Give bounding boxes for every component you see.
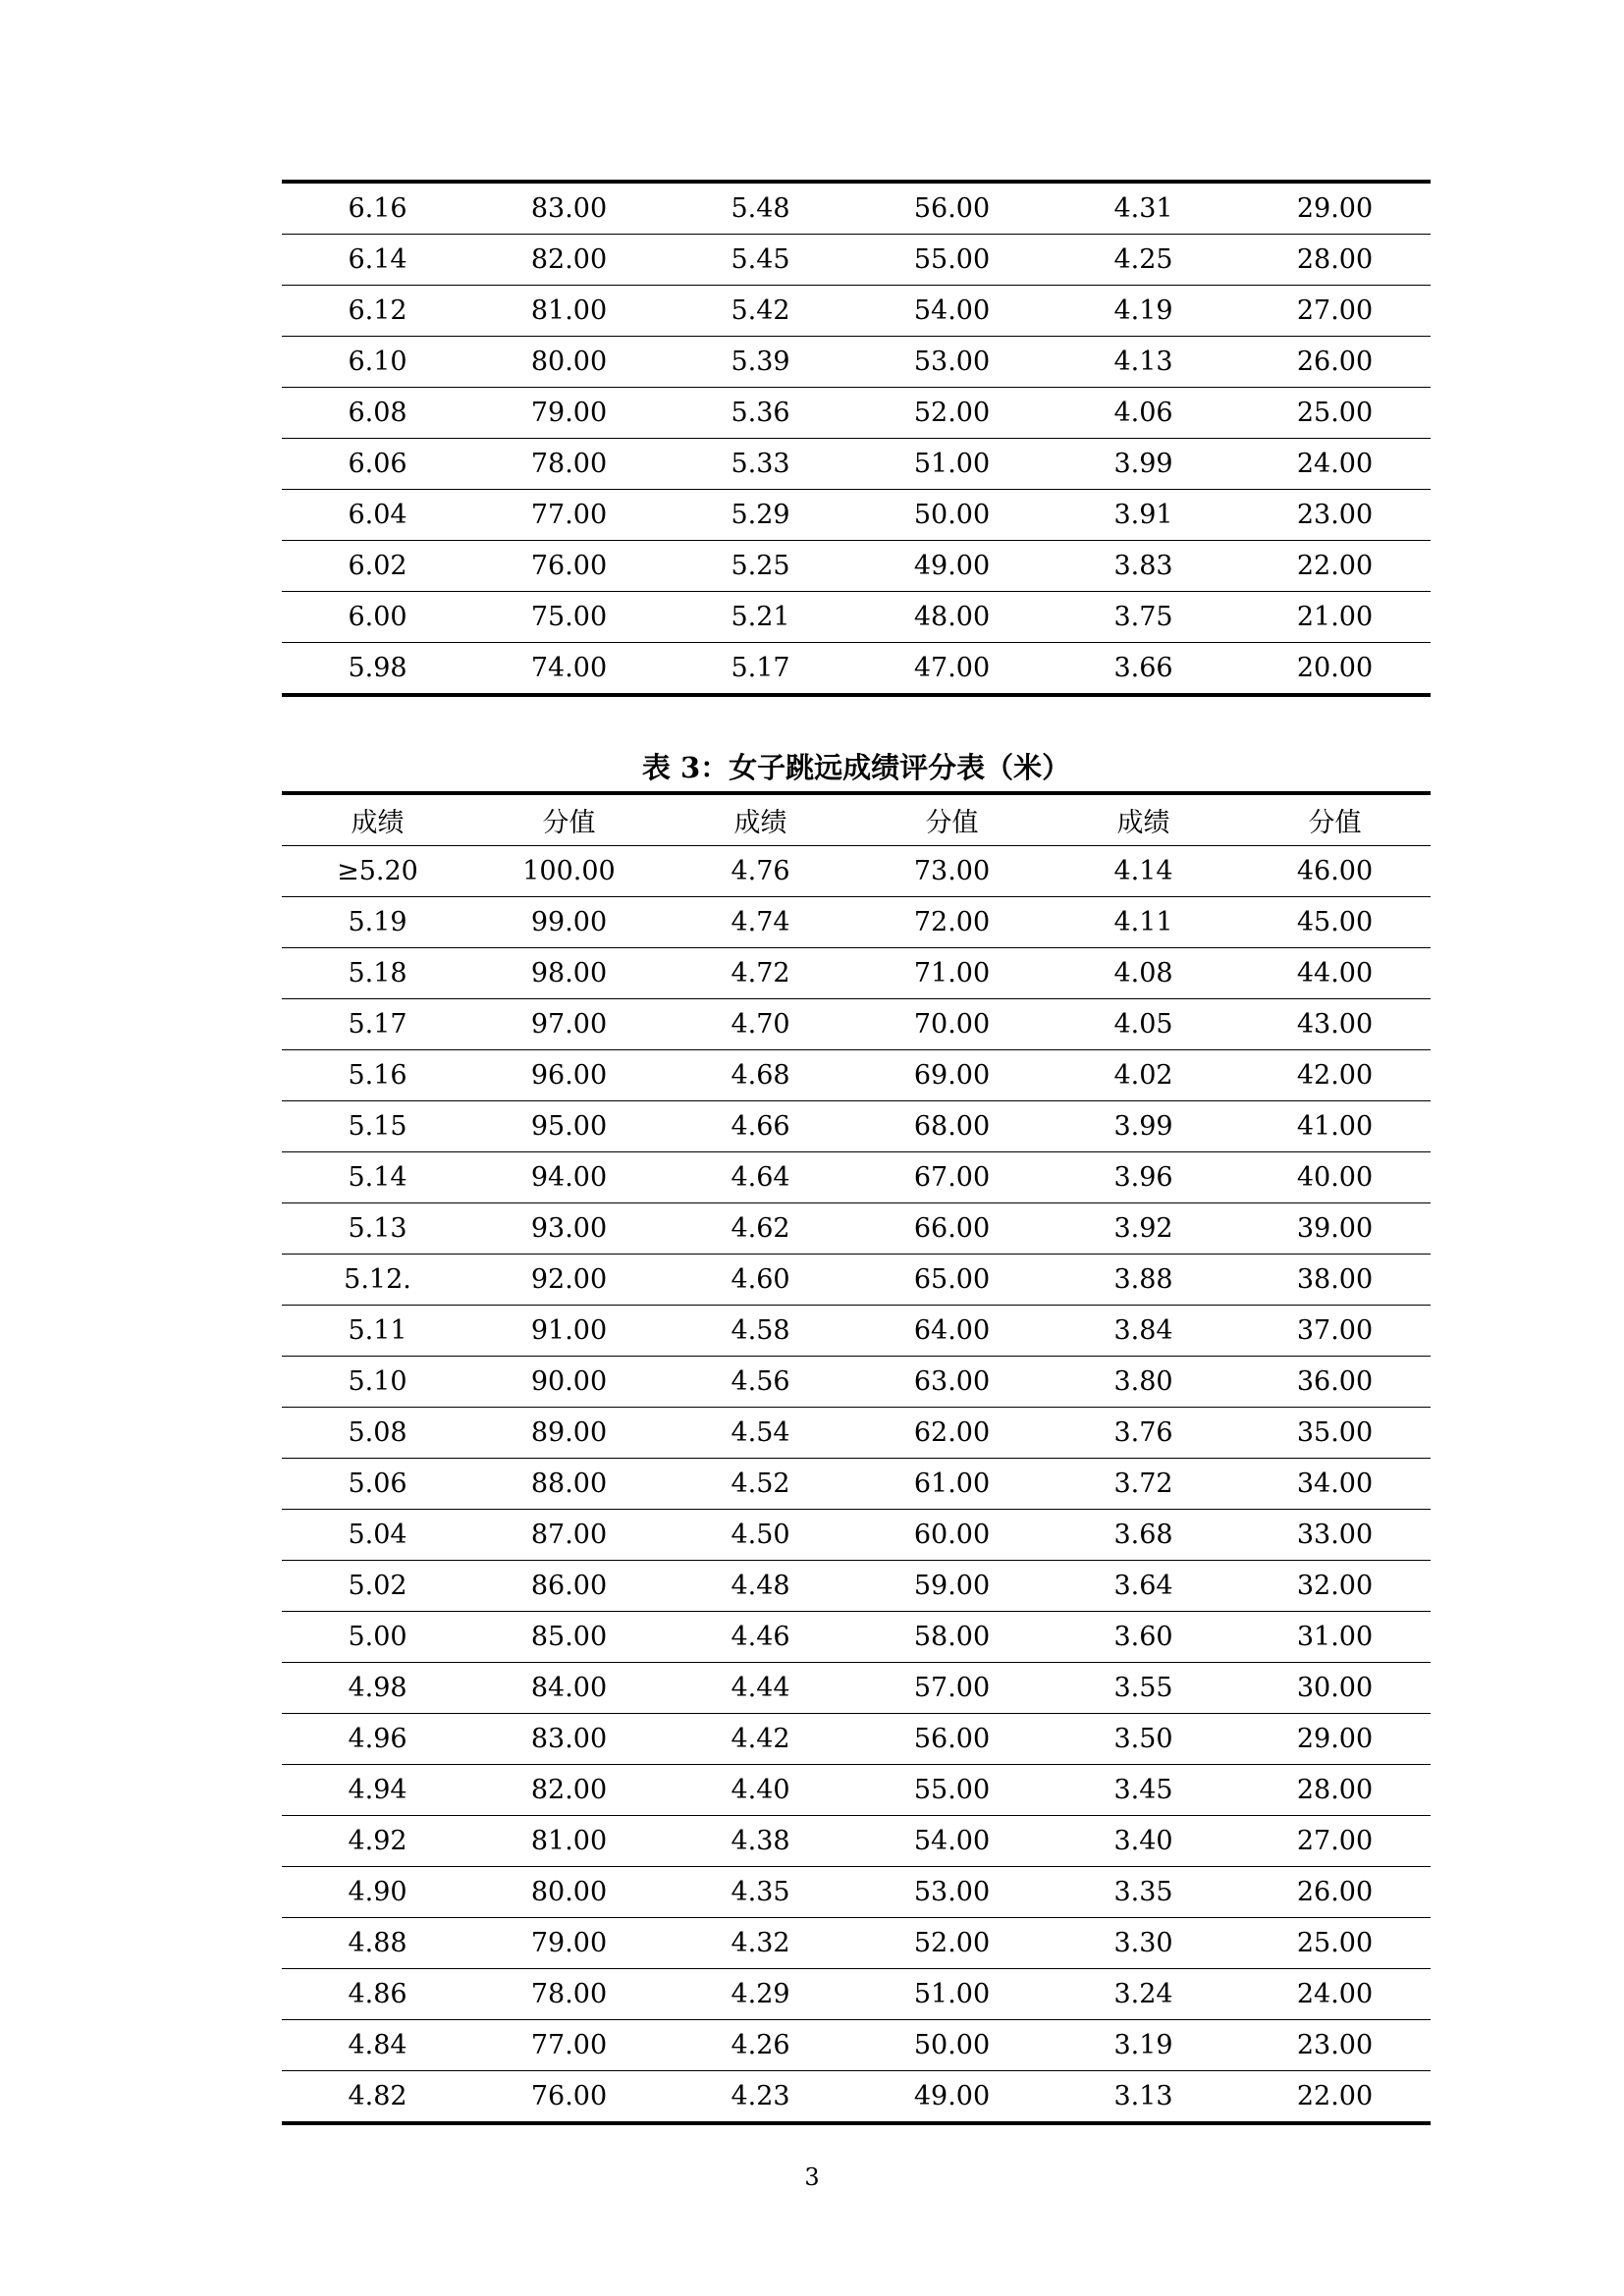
table-cell: 4.76 xyxy=(665,846,856,897)
score-table-continued-body xyxy=(282,182,1431,695)
table-cell: 38.00 xyxy=(1239,1255,1431,1306)
table-cell: 5.10 xyxy=(282,1357,473,1408)
table-cell: 89.00 xyxy=(473,1408,665,1459)
table-cell: 31.00 xyxy=(1239,1612,1431,1663)
table-cell: 6.08 xyxy=(282,388,473,439)
table-cell: 4.08 xyxy=(1048,948,1239,999)
table-row xyxy=(282,2071,1431,2124)
table-cell: 73.00 xyxy=(856,846,1048,897)
table-cell: 43.00 xyxy=(1239,999,1431,1050)
table-cell: 75.00 xyxy=(473,592,665,643)
table-cell: 3.13 xyxy=(1048,2071,1239,2124)
table-cell: 42.00 xyxy=(1239,1050,1431,1101)
table-cell: 5.14 xyxy=(282,1152,473,1203)
table-cell: 4.62 xyxy=(665,1203,856,1255)
table-cell: 3.99 xyxy=(1048,1101,1239,1152)
table-header-row xyxy=(282,793,1431,846)
table-row xyxy=(282,490,1431,541)
header-points-3: 分值 xyxy=(1239,793,1431,846)
table-row xyxy=(282,1918,1431,1969)
table-cell: 49.00 xyxy=(856,541,1048,592)
table-cell: 4.38 xyxy=(665,1816,856,1867)
table-cell: 98.00 xyxy=(473,948,665,999)
table-cell: 4.92 xyxy=(282,1816,473,1867)
table-cell: 48.00 xyxy=(856,592,1048,643)
table-cell: 54.00 xyxy=(856,286,1048,337)
table-cell: 22.00 xyxy=(1239,541,1431,592)
table-cell: 4.29 xyxy=(665,1969,856,2020)
table-cell: 3.45 xyxy=(1048,1765,1239,1816)
table-cell: 20.00 xyxy=(1239,643,1431,696)
table-cell: 34.00 xyxy=(1239,1459,1431,1510)
table-row xyxy=(282,948,1431,999)
table-cell: 4.35 xyxy=(665,1867,856,1918)
table-cell: 70.00 xyxy=(856,999,1048,1050)
table-row xyxy=(282,286,1431,337)
table-cell: 53.00 xyxy=(856,1867,1048,1918)
table-cell: 3.75 xyxy=(1048,592,1239,643)
table-cell: 6.00 xyxy=(282,592,473,643)
table-row xyxy=(282,337,1431,388)
table-cell: 41.00 xyxy=(1239,1101,1431,1152)
table-cell: 4.68 xyxy=(665,1050,856,1101)
header-points-2: 分值 xyxy=(856,793,1048,846)
table-cell: 100.00 xyxy=(473,846,665,897)
table-cell: 4.46 xyxy=(665,1612,856,1663)
table-cell: 67.00 xyxy=(856,1152,1048,1203)
table-cell: 6.14 xyxy=(282,235,473,286)
table-cell: 5.17 xyxy=(282,999,473,1050)
table-cell: 76.00 xyxy=(473,541,665,592)
table-cell: 5.13 xyxy=(282,1203,473,1255)
table-cell: 69.00 xyxy=(856,1050,1048,1101)
table-cell: 21.00 xyxy=(1239,592,1431,643)
table-cell: 27.00 xyxy=(1239,286,1431,337)
table-cell: 5.29 xyxy=(665,490,856,541)
header-points-1: 分值 xyxy=(473,793,665,846)
women-long-jump-score-table-body xyxy=(282,846,1431,2124)
table-cell: 3.55 xyxy=(1048,1663,1239,1714)
table-cell: 3.88 xyxy=(1048,1255,1239,1306)
table-cell: 54.00 xyxy=(856,1816,1048,1867)
table-cell: 29.00 xyxy=(1239,1714,1431,1765)
table-cell: 78.00 xyxy=(473,439,665,490)
table-cell: 5.04 xyxy=(282,1510,473,1561)
table-cell: 77.00 xyxy=(473,490,665,541)
table-cell: 23.00 xyxy=(1239,2020,1431,2071)
table-cell: 4.84 xyxy=(282,2020,473,2071)
table-cell: 4.54 xyxy=(665,1408,856,1459)
table-cell: 36.00 xyxy=(1239,1357,1431,1408)
table-cell: 80.00 xyxy=(473,1867,665,1918)
table-row xyxy=(282,2020,1431,2071)
table-cell: 61.00 xyxy=(856,1459,1048,1510)
table-cell: 40.00 xyxy=(1239,1152,1431,1203)
table-row xyxy=(282,1714,1431,1765)
header-score-3: 成绩 xyxy=(1048,793,1239,846)
table-cell: 4.14 xyxy=(1048,846,1239,897)
table-row xyxy=(282,1969,1431,2020)
table-cell: 78.00 xyxy=(473,1969,665,2020)
table-cell: 26.00 xyxy=(1239,337,1431,388)
table-cell: 25.00 xyxy=(1239,1918,1431,1969)
table-cell: 22.00 xyxy=(1239,2071,1431,2124)
table-cell: 5.39 xyxy=(665,337,856,388)
table-cell: 3.96 xyxy=(1048,1152,1239,1203)
table-cell: 39.00 xyxy=(1239,1203,1431,1255)
table-cell: 74.00 xyxy=(473,643,665,696)
table-cell: 4.52 xyxy=(665,1459,856,1510)
table-cell: 57.00 xyxy=(856,1663,1048,1714)
table-cell: 26.00 xyxy=(1239,1867,1431,1918)
table-cell: 33.00 xyxy=(1239,1510,1431,1561)
table-cell: 35.00 xyxy=(1239,1408,1431,1459)
table-cell: 60.00 xyxy=(856,1510,1048,1561)
table-cell: 4.66 xyxy=(665,1101,856,1152)
table-cell: 84.00 xyxy=(473,1663,665,1714)
table-cell: 85.00 xyxy=(473,1612,665,1663)
table-row xyxy=(282,541,1431,592)
table-cell: 23.00 xyxy=(1239,490,1431,541)
table-cell: 5.08 xyxy=(282,1408,473,1459)
table-cell: 86.00 xyxy=(473,1561,665,1612)
table-cell: 51.00 xyxy=(856,1969,1048,2020)
table-cell: 5.98 xyxy=(282,643,473,696)
table-cell: 4.98 xyxy=(282,1663,473,1714)
table-cell: 5.33 xyxy=(665,439,856,490)
table-cell: 4.86 xyxy=(282,1969,473,2020)
table-row xyxy=(282,1101,1431,1152)
table-cell: 4.11 xyxy=(1048,897,1239,948)
table-cell: 63.00 xyxy=(856,1357,1048,1408)
table-cell: 4.23 xyxy=(665,2071,856,2124)
table-cell: 4.44 xyxy=(665,1663,856,1714)
table-cell: 6.04 xyxy=(282,490,473,541)
table-cell: 66.00 xyxy=(856,1203,1048,1255)
table-row xyxy=(282,1050,1431,1101)
table-cell: 53.00 xyxy=(856,337,1048,388)
table-cell: 5.06 xyxy=(282,1459,473,1510)
table-cell: 4.74 xyxy=(665,897,856,948)
table-cell: 3.40 xyxy=(1048,1816,1239,1867)
table-cell: 65.00 xyxy=(856,1255,1048,1306)
table-row xyxy=(282,1867,1431,1918)
table-cell: 4.64 xyxy=(665,1152,856,1203)
table-cell: 3.64 xyxy=(1048,1561,1239,1612)
table-cell: 4.40 xyxy=(665,1765,856,1816)
table-cell: 76.00 xyxy=(473,2071,665,2124)
table-cell: 4.31 xyxy=(1048,182,1239,235)
table-cell: 96.00 xyxy=(473,1050,665,1101)
table-cell: 94.00 xyxy=(473,1152,665,1203)
table-cell: 3.50 xyxy=(1048,1714,1239,1765)
table-cell: 5.11 xyxy=(282,1306,473,1357)
table-cell: 59.00 xyxy=(856,1561,1048,1612)
table-cell: 56.00 xyxy=(856,1714,1048,1765)
table-cell: 4.96 xyxy=(282,1714,473,1765)
table-cell: 4.94 xyxy=(282,1765,473,1816)
table-cell: 5.17 xyxy=(665,643,856,696)
table-cell: 5.19 xyxy=(282,897,473,948)
table-cell: 28.00 xyxy=(1239,1765,1431,1816)
table-cell: 82.00 xyxy=(473,1765,665,1816)
table-cell: 24.00 xyxy=(1239,1969,1431,2020)
table-cell: 3.60 xyxy=(1048,1612,1239,1663)
table-cell: 4.19 xyxy=(1048,286,1239,337)
table-cell: 55.00 xyxy=(856,235,1048,286)
table-cell: 30.00 xyxy=(1239,1663,1431,1714)
table-cell: 5.02 xyxy=(282,1561,473,1612)
table-cell: 32.00 xyxy=(1239,1561,1431,1612)
table-row xyxy=(282,897,1431,948)
table-cell: 80.00 xyxy=(473,337,665,388)
table-cell: 37.00 xyxy=(1239,1306,1431,1357)
table-row xyxy=(282,999,1431,1050)
table-cell: 5.48 xyxy=(665,182,856,235)
table-row xyxy=(282,388,1431,439)
table-row xyxy=(282,1203,1431,1255)
table-cell: 95.00 xyxy=(473,1101,665,1152)
table-cell: 52.00 xyxy=(856,1918,1048,1969)
table-cell: 88.00 xyxy=(473,1459,665,1510)
table-cell: 4.90 xyxy=(282,1867,473,1918)
table-cell: 6.12 xyxy=(282,286,473,337)
table-cell: 64.00 xyxy=(856,1306,1048,1357)
table-cell: 6.02 xyxy=(282,541,473,592)
table-cell: 93.00 xyxy=(473,1203,665,1255)
table-cell: 3.24 xyxy=(1048,1969,1239,2020)
table-cell: 3.76 xyxy=(1048,1408,1239,1459)
table-cell: 58.00 xyxy=(856,1612,1048,1663)
page-number: 3 xyxy=(804,2163,820,2191)
table-cell: 5.18 xyxy=(282,948,473,999)
header-score-1: 成绩 xyxy=(282,793,473,846)
table-cell: 4.72 xyxy=(665,948,856,999)
table-cell: 5.42 xyxy=(665,286,856,337)
table-cell: 5.45 xyxy=(665,235,856,286)
table-cell: 5.16 xyxy=(282,1050,473,1101)
women-long-jump-score-table xyxy=(282,791,1431,2125)
table-cell: 4.13 xyxy=(1048,337,1239,388)
table-cell: 4.25 xyxy=(1048,235,1239,286)
table-cell: 72.00 xyxy=(856,897,1048,948)
table-cell: 83.00 xyxy=(473,182,665,235)
table-row xyxy=(282,1612,1431,1663)
table-row xyxy=(282,1561,1431,1612)
table-cell: 99.00 xyxy=(473,897,665,948)
table-cell: 81.00 xyxy=(473,286,665,337)
table-cell: 52.00 xyxy=(856,388,1048,439)
table-row xyxy=(282,1357,1431,1408)
table-cell: 62.00 xyxy=(856,1408,1048,1459)
table-cell: 3.72 xyxy=(1048,1459,1239,1510)
table-cell: 51.00 xyxy=(856,439,1048,490)
table-cell: 46.00 xyxy=(1239,846,1431,897)
table-row xyxy=(282,643,1431,696)
table-cell: 97.00 xyxy=(473,999,665,1050)
table-cell: 5.00 xyxy=(282,1612,473,1663)
table-cell: 24.00 xyxy=(1239,439,1431,490)
table-cell: 5.12. xyxy=(282,1255,473,1306)
table-cell: 5.15 xyxy=(282,1101,473,1152)
table-cell: 91.00 xyxy=(473,1306,665,1357)
table-cell: 4.06 xyxy=(1048,388,1239,439)
table-cell: 3.99 xyxy=(1048,439,1239,490)
table-cell: 3.68 xyxy=(1048,1510,1239,1561)
table-cell: 25.00 xyxy=(1239,388,1431,439)
table-cell: 3.83 xyxy=(1048,541,1239,592)
table-row xyxy=(282,846,1431,897)
table-row xyxy=(282,439,1431,490)
table-row xyxy=(282,1765,1431,1816)
table-cell: 50.00 xyxy=(856,490,1048,541)
table-cell: 44.00 xyxy=(1239,948,1431,999)
table-cell: 4.82 xyxy=(282,2071,473,2124)
table-row xyxy=(282,1459,1431,1510)
table-cell: 56.00 xyxy=(856,182,1048,235)
table-row xyxy=(282,1816,1431,1867)
table-cell: 4.26 xyxy=(665,2020,856,2071)
table-cell: 28.00 xyxy=(1239,235,1431,286)
table-cell: 5.36 xyxy=(665,388,856,439)
table-cell: 4.42 xyxy=(665,1714,856,1765)
table-cell: 68.00 xyxy=(856,1101,1048,1152)
header-score-2: 成绩 xyxy=(665,793,856,846)
table-cell: 50.00 xyxy=(856,2020,1048,2071)
table-cell: 3.92 xyxy=(1048,1203,1239,1255)
table-cell: 4.58 xyxy=(665,1306,856,1357)
table-cell: 3.91 xyxy=(1048,490,1239,541)
table-row xyxy=(282,1408,1431,1459)
table-cell: 4.05 xyxy=(1048,999,1239,1050)
table-cell: 92.00 xyxy=(473,1255,665,1306)
table-cell: 5.25 xyxy=(665,541,856,592)
table-row xyxy=(282,1255,1431,1306)
table-cell: 90.00 xyxy=(473,1357,665,1408)
table-cell: 49.00 xyxy=(856,2071,1048,2124)
table-cell: 4.48 xyxy=(665,1561,856,1612)
table-row xyxy=(282,1510,1431,1561)
table-cell: 6.10 xyxy=(282,337,473,388)
table-row xyxy=(282,235,1431,286)
table-cell: 4.56 xyxy=(665,1357,856,1408)
table-cell: 45.00 xyxy=(1239,897,1431,948)
table-row xyxy=(282,1306,1431,1357)
table-cell: 4.60 xyxy=(665,1255,856,1306)
table-cell: 4.50 xyxy=(665,1510,856,1561)
table-cell: 82.00 xyxy=(473,235,665,286)
table-cell: 77.00 xyxy=(473,2020,665,2071)
table-cell: 3.19 xyxy=(1048,2020,1239,2071)
table-cell: 79.00 xyxy=(473,1918,665,1969)
table-cell: 29.00 xyxy=(1239,182,1431,235)
table-cell: 3.30 xyxy=(1048,1918,1239,1969)
table-cell: ≥5.20 xyxy=(282,846,473,897)
table-row xyxy=(282,592,1431,643)
table-cell: 4.88 xyxy=(282,1918,473,1969)
table-3-caption: 表 3：女子跳远成绩评分表（米） xyxy=(641,751,1071,784)
table-cell: 4.70 xyxy=(665,999,856,1050)
score-table-continued xyxy=(282,180,1431,697)
table-row xyxy=(282,182,1431,235)
table-cell: 81.00 xyxy=(473,1816,665,1867)
table-cell: 83.00 xyxy=(473,1714,665,1765)
table-cell: 4.02 xyxy=(1048,1050,1239,1101)
table-cell: 4.32 xyxy=(665,1918,856,1969)
table-cell: 3.66 xyxy=(1048,643,1239,696)
table-cell: 3.35 xyxy=(1048,1867,1239,1918)
table-cell: 27.00 xyxy=(1239,1816,1431,1867)
table-cell: 5.21 xyxy=(665,592,856,643)
table-cell: 87.00 xyxy=(473,1510,665,1561)
table-cell: 71.00 xyxy=(856,948,1048,999)
table-row xyxy=(282,1663,1431,1714)
table-row xyxy=(282,1152,1431,1203)
table-cell: 6.06 xyxy=(282,439,473,490)
table-cell: 79.00 xyxy=(473,388,665,439)
table-cell: 3.80 xyxy=(1048,1357,1239,1408)
table-cell: 3.84 xyxy=(1048,1306,1239,1357)
table-cell: 55.00 xyxy=(856,1765,1048,1816)
table-cell: 6.16 xyxy=(282,182,473,235)
table-cell: 47.00 xyxy=(856,643,1048,696)
